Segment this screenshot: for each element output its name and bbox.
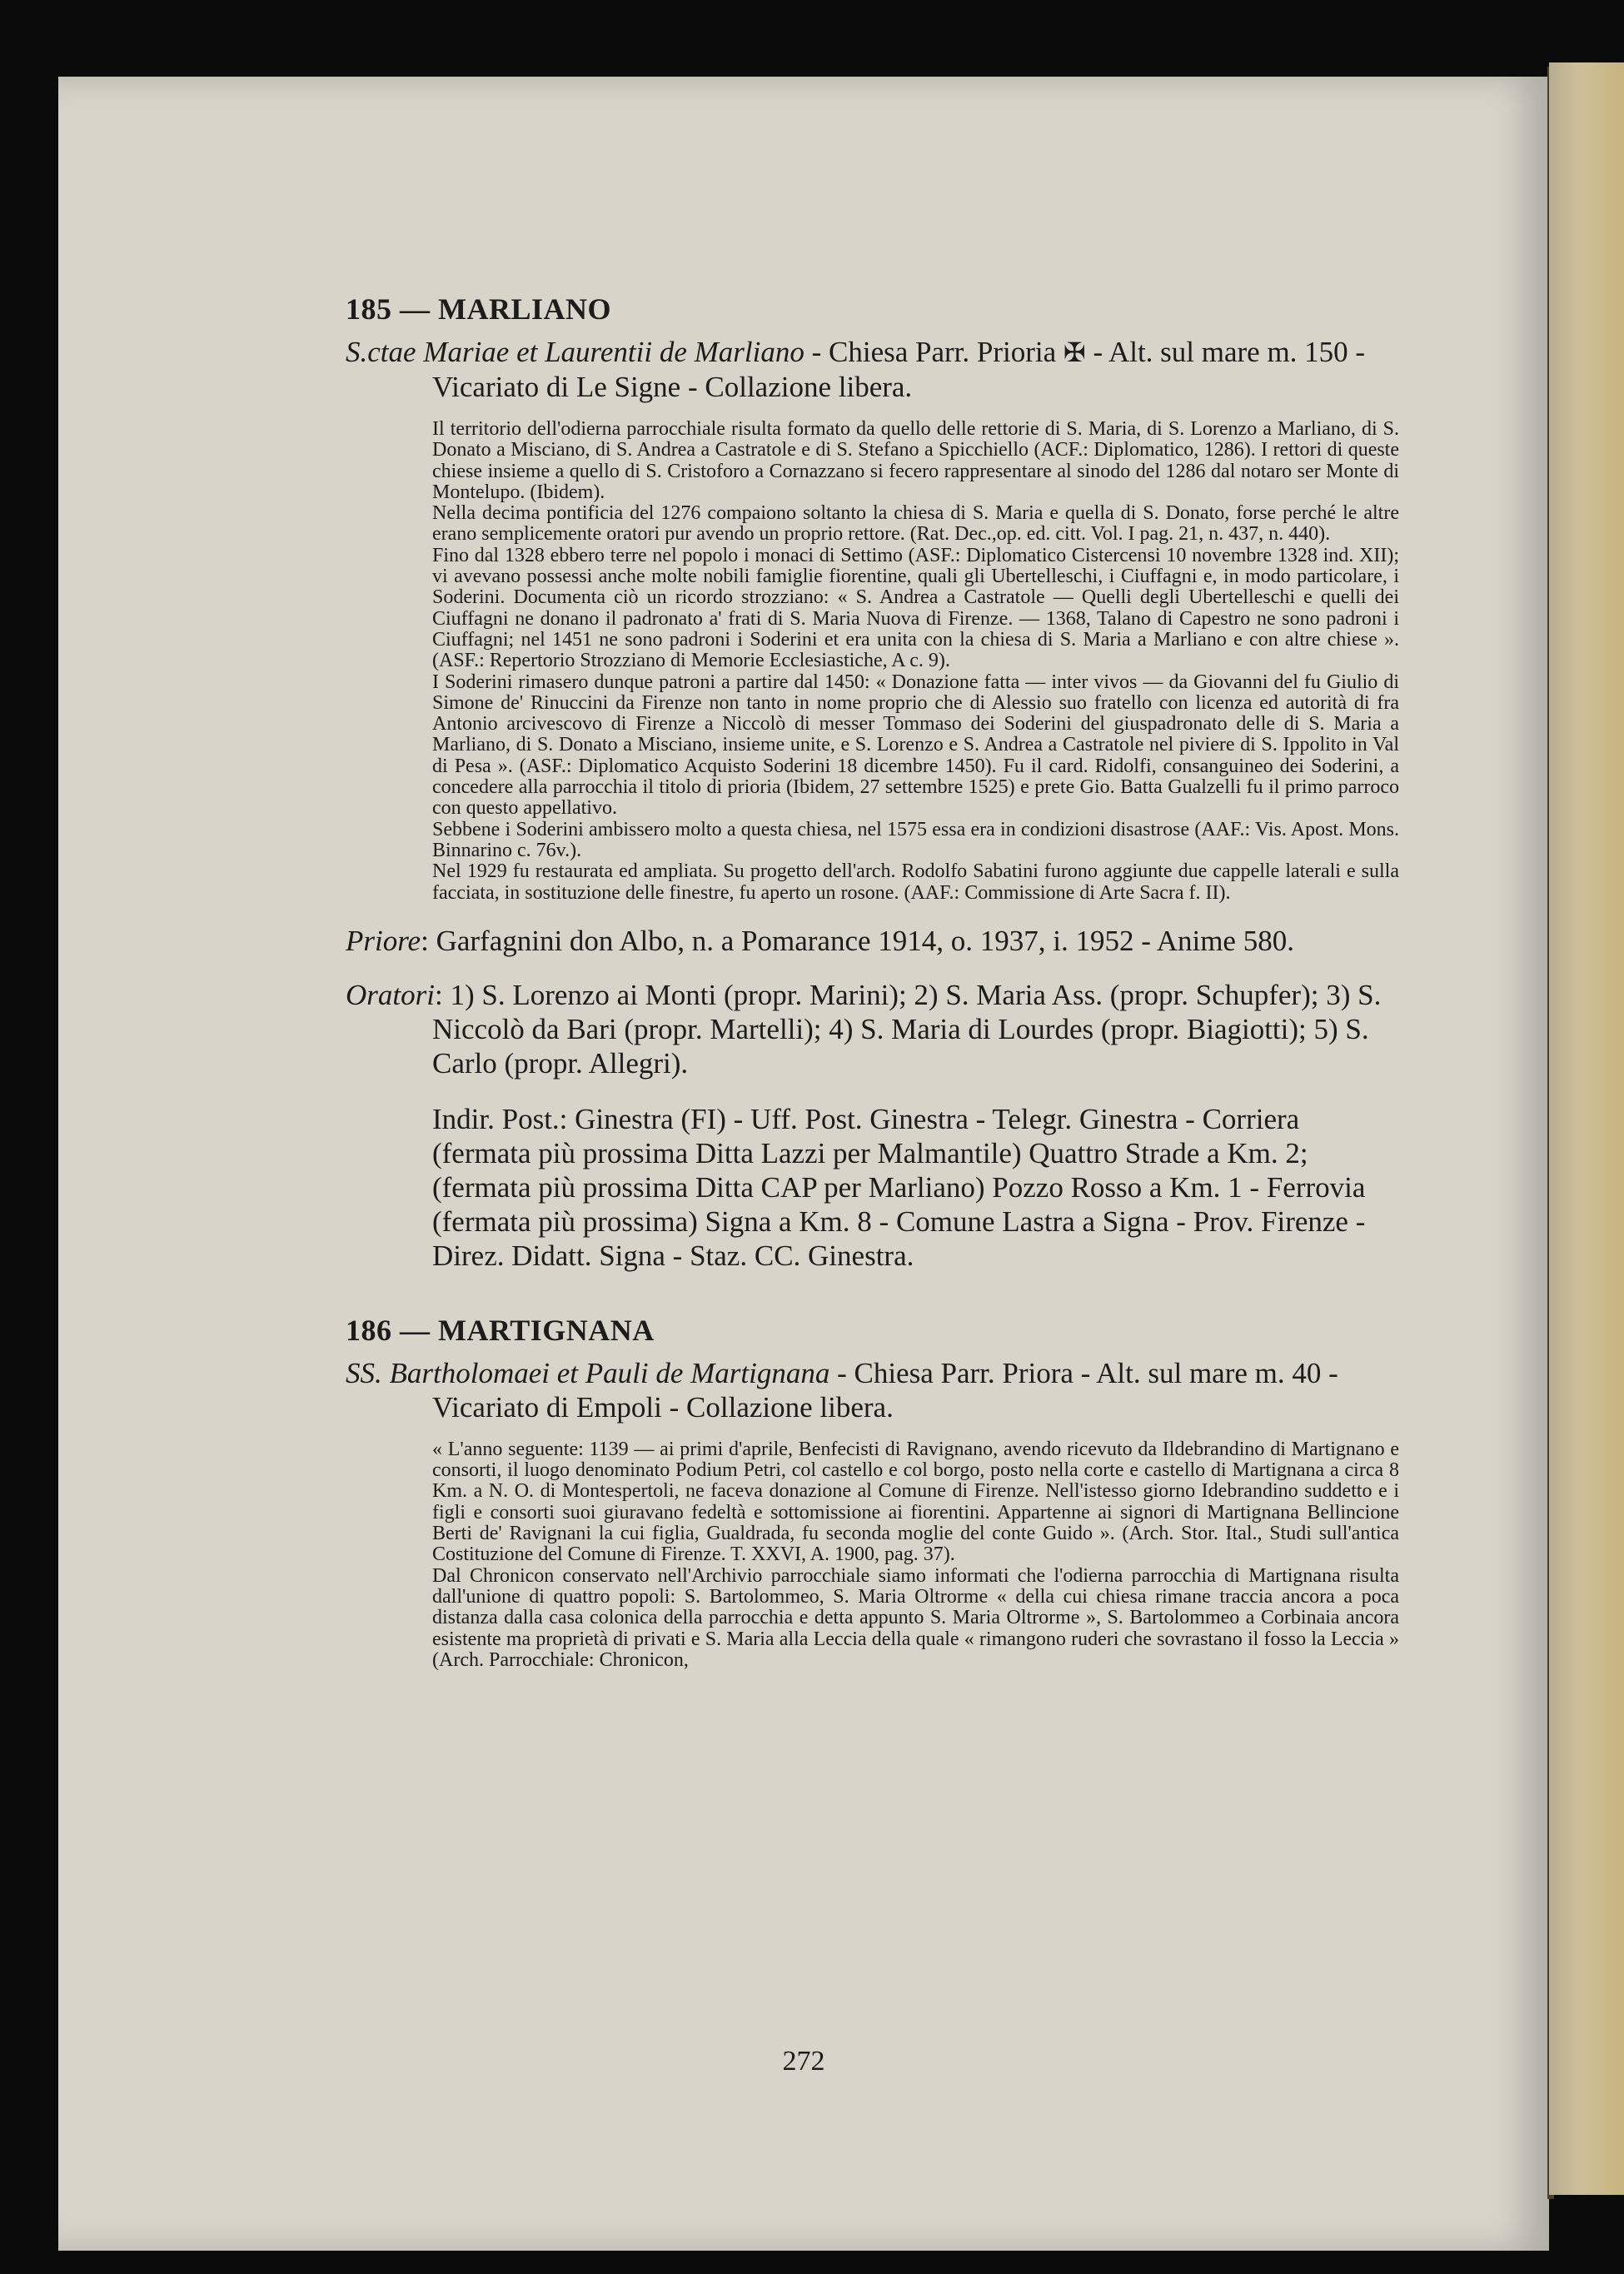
priore-label: Priore bbox=[346, 924, 421, 957]
entry-title-italic: S.ctae Mariae et Laurentii de Marliano bbox=[346, 336, 805, 368]
page-content bbox=[346, 292, 1399, 1671]
oratori-label: Oratori bbox=[346, 978, 435, 1011]
oratori-line bbox=[346, 978, 1399, 1080]
history-paragraph: Nel 1929 fu restaurata ed ampliata. Su progetto dell'arch. Rodolfo Sabatini furono aggiunte due cappelle laterali e sulla facciata, in sostituzione delle finestre, fu aperto un rosone. (AAF.: Commissione di Arte Sacra f. II). bbox=[432, 860, 1399, 904]
book-page bbox=[58, 77, 1549, 2251]
page-number: 272 bbox=[782, 2046, 825, 2077]
priore-text: : Garfagnini don Albo, n. a Pomarance 1914, o. 1937, i. 1952 - Anime 580. bbox=[421, 924, 1294, 957]
postal-info: Indir. Post.: Ginestra (FI) - Uff. Post. Ginestra - Telegr. Ginestra - Corriera (fermata più prossima Ditta Lazzi per Malmantile) Quattro Strade a Km. 2; (fermata più prossima Ditta CAP per Marliano) Pozzo Rosso a Km. 1 - Ferrovia (fermata più prossima) Signa a Km. 8 - Comune Lastra a Signa - Prov. Firenze - Direz. Didatt. Signa - Staz. CC. Ginestra. bbox=[432, 1102, 1366, 1272]
history-paragraph: Dal Chronicon conservato nell'Archivio parrocchiale siamo informati che l'odierna parrocchia di Martignana risulta dall'unione di quattro popoli: S. Bartolommeo, S. Maria Oltrorme « della cui chiesa rimane traccia ancora a poca distanza dalla casa colonica della parrocchia e detta appunto S. Maria Oltrorme », S. Bartolommeo a Corbinaia ancora esistente ma proprietà di privati e S. Maria alla Leccia della quale « rimangono ruderi che sovrastano il fosso la Leccia » (Arch. Parrocchiale: Chronicon, bbox=[432, 1564, 1399, 1671]
priore-line bbox=[346, 924, 1399, 958]
entry-title-rest-1: - Chiesa Parr. Prioria bbox=[804, 336, 1064, 368]
entry-heading: 186 — MARTIGNANA bbox=[346, 1313, 655, 1347]
cross-icon: ✠ bbox=[1063, 337, 1086, 367]
history-text bbox=[432, 419, 1399, 904]
facing-page-edge bbox=[1549, 62, 1624, 2195]
history-paragraph: Il territorio dell'odierna parrocchiale risulta formato da quello delle rettorie di S. Maria, di S. Lorenzo a Marliano, di S. Donato a Misciano, di S. Andrea a Castratole e di S. Stefano a Spicchiello (ACF.: Diplomatico, 1286). I rettori di queste chiese insieme a quello di S. Cristoforo a Cornazzano si fecero rappresentare al sinodo del 1286 dal notaro ser Monte di Montelupo. (Ibidem). bbox=[432, 418, 1399, 503]
entry-title-rest: - Chiesa Parr. Priora - Alt. sul mare m. 40 - Vicariato di Empoli - Collazione libera. bbox=[432, 1356, 1338, 1424]
history-paragraph: I Soderini rimasero dunque patroni a partire dal 1450: « Donazione fatta — inter vivos — da Giovanni del fu Giulio di Simone de' Rinuccini da Firenze non tanto in nome proprio che di Alessio suo fratello con licenza ed autorità di fra Antonio arcivescovo di Firenze a Niccolò di messer Tommaso dei Soderini del giuspadronato delle di S. Maria a Marliano, di S. Donato a Misciano, insieme unite, e S. Lorenzo e S. Andrea a Castratole nel piviere di S. Ippolito in Val di Pesa ». (ASF.: Diplomatico Acquisto Soderini 18 dicembre 1450). Fu il card. Ridolfi, consanguineo dei Soderini, a concedere alla parrocchia il titolo di prioria (Ibidem, 27 settembre 1525) e prete Gio. Batta Gualzelli fu il primo parroco con questo appellativo. bbox=[432, 671, 1399, 820]
history-paragraph: Nella decima pontificia del 1276 compaiono soltanto la chiesa di S. Maria e quella di S. Donato, forse perché le altre erano semplicemente oratori pur avendo un proprio rettore. (Rat. Dec.,op. ed. citt. Vol. I pag. 21, n. 437, n. 440). bbox=[432, 502, 1399, 546]
entry-title-italic: SS. Bartholomaei et Pauli de Martignana bbox=[346, 1356, 830, 1389]
entry-title bbox=[346, 1356, 1399, 1424]
entry-title-rest-2: - Alt. sul mare m. 150 - Vicariato di Le Signe - Collazione libera. bbox=[432, 336, 1366, 403]
history-paragraph: « L'anno seguente: 1139 — ai primi d'aprile, Benfecisti di Ravignano, avendo ricevuto da Ildebrandino di Martignano e consorti, il luogo denominato Podium Petri, col castello e col borgo, posto nella corte e castello di Martignana a circa 8 Km. a N. O. di Montespertoli, ne faceva donazione al Comune di Firenze. Nell'istesso giorno Idebrandino suddetto e i figli e consorti suoi giuravano fedeltà e sottomissione ai fiorentini. Appartenne ai signori di Martignana Bellincione Berti de' Ravignani la cui figlia, Gualdrada, fu seconda moglie del conte Guido ». (Arch. Stor. Ital., Studi sull'antica Costituzione del Comune di Firenze. T. XXVI, A. 1900, pag. 37). bbox=[432, 1438, 1399, 1566]
history-paragraph: Sebbene i Soderini ambissero molto a questa chiesa, nel 1575 essa era in condizioni disastrose (AAF.: Vis. Apost. Mons. Binnarino c. 76v.). bbox=[432, 818, 1399, 861]
entry-186 bbox=[346, 1313, 1399, 1671]
entry-title bbox=[346, 335, 1399, 404]
oratori-text: : 1) S. Lorenzo ai Monti (propr. Marini); 2) S. Maria Ass. (propr. Schupfer); 3) S. Niccolò da Bari (propr. Martelli); 4) S. Maria di Lourdes (propr. Biagiotti); 5) S. Carlo (propr. Allegri). bbox=[432, 978, 1382, 1080]
history-paragraph: Fino dal 1328 ebbero terre nel popolo i monaci di Settimo (ASF.: Diplomatico Cistercensi 10 novembre 1328 ind. XII); vi avevano possessi anche molte nobili famiglie fiorentine, quali gli Ubertelleschi, i Ciuffagni e, in modo particolare, i Soderini. Documenta ciò un ricordo strozziano: « S. Andrea a Castratole — Quelli degli Ubertelleschi e quelli dei Ciuffagni ne donano il padronato a' frati di S. Maria Nuova di Firenze. — 1368, Talano di Capestro ne sono padroni i Ciuffagni; nel 1451 ne sono padroni i Soderini et era unita con la chiesa di S. Maria a Marliano e con altre chiese ». (ASF.: Repertorio Strozziano di Memorie Ecclesiastiche, A c. 9). bbox=[432, 544, 1399, 672]
history-text bbox=[432, 1439, 1399, 1671]
entry-185 bbox=[346, 292, 1399, 1273]
entry-heading: 185 — MARLIANO bbox=[346, 292, 611, 326]
